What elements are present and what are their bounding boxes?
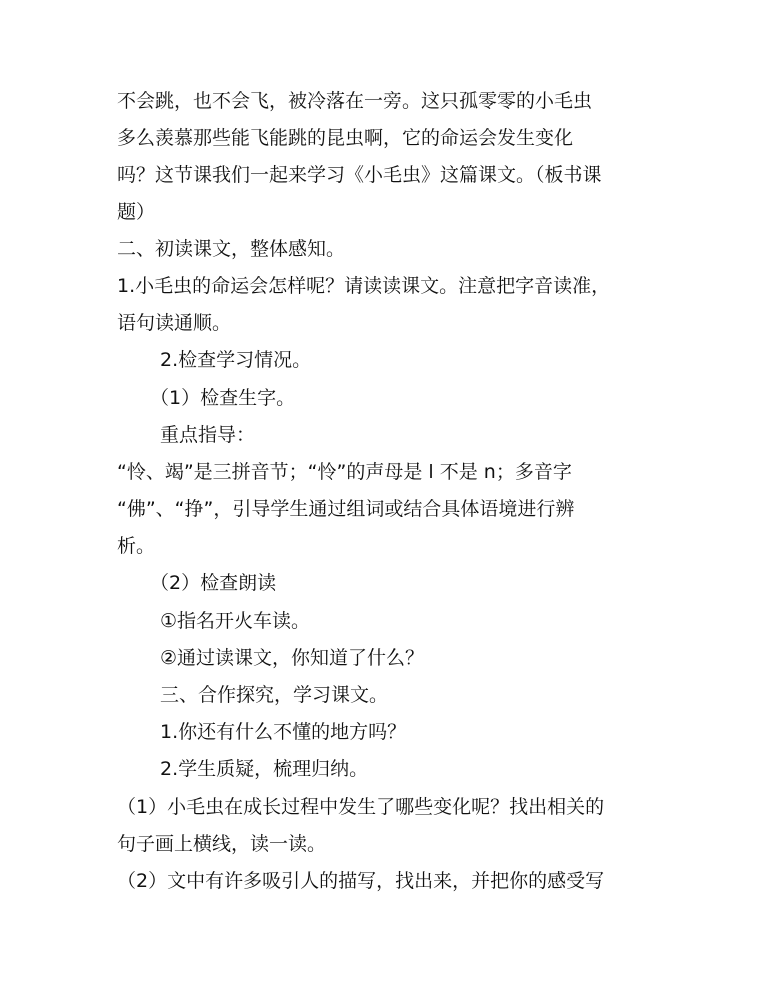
text-line: 1.小毛虫的命运会怎样呢？请读读课文。注意把字音读准， [117, 275, 611, 297]
text-line: 不会跳，也不会飞，被冷落在一旁。这只孤零零的小毛虫 [117, 90, 593, 112]
text-line: 语句读通顺。 [117, 312, 232, 334]
section-heading: 二、初读课文，整体感知。 [117, 238, 346, 260]
text-line: （1）小毛虫在成长过程中发生了哪些变化呢？找出相关的 [117, 796, 605, 818]
text-line: 题） [117, 201, 156, 223]
text-line: 吗？这节课我们一起来学习《小毛虫》这篇课文。（板书课 [117, 164, 602, 186]
text-line: “怜、竭”是三拼音节；“怜”的声母是 l 不是 n；多音字 [117, 461, 572, 483]
text-line: ①指名开火车读。 [160, 610, 311, 632]
text-line: 句子画上横线，读一读。 [117, 833, 327, 855]
text-line: （1）检查生字。 [150, 387, 296, 409]
text-line: （2）检查朗读 [150, 572, 277, 594]
text-line: 多么羡慕那些能飞能跳的昆虫啊，它的命运会发生变化 [117, 127, 574, 149]
section-heading: 三、合作探究，学习课文。 [160, 684, 389, 706]
text-line: 1.你还有什么不懂的地方吗？ [160, 721, 407, 743]
text-line: 2.检查学习情况。 [160, 349, 312, 371]
text-line: （2）文中有许多吸引人的描写，找出来，并把你的感受写 [117, 870, 605, 892]
text-line: ②通过读课文，你知道了什么？ [160, 647, 425, 669]
text-line: 析。 [117, 535, 156, 557]
text-line: 重点指导： [160, 424, 256, 446]
text-line: 2.学生质疑，梳理归纳。 [160, 758, 369, 780]
text-line: “佛”、“挣”，引导学生通过组词或结合具体语境进行辨 [117, 498, 575, 520]
